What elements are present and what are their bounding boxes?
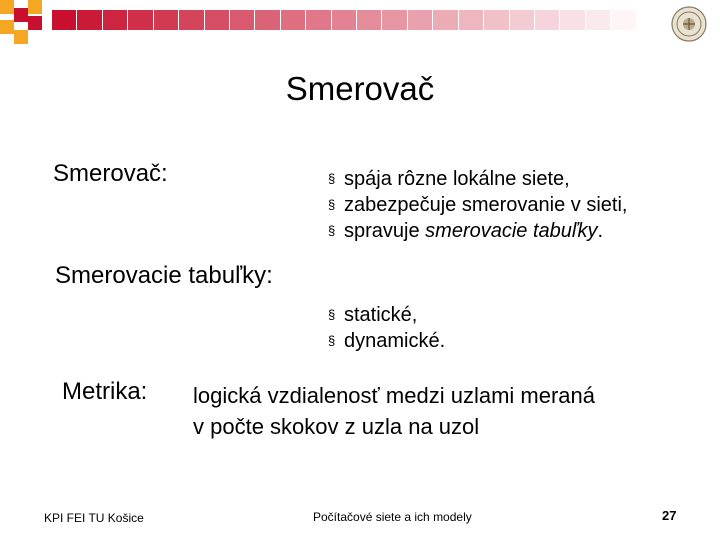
routing-tables-label: Smerovacie tabuľky: [55, 262, 273, 289]
header-bar-cell [154, 10, 179, 30]
university-seal-icon [671, 6, 707, 42]
header-bar-cell [433, 10, 458, 30]
list-item-text: dynamické. [344, 330, 446, 352]
decor-square [0, 20, 14, 34]
header-bar-cell [560, 10, 585, 30]
header-bar-cell [382, 10, 407, 30]
header-bar-cell [586, 10, 611, 30]
header-bar-cell [637, 10, 662, 30]
decor-square [28, 16, 42, 30]
list-item-text: statické, [344, 304, 418, 326]
decor-square [28, 0, 42, 14]
header-bar-cell [535, 10, 560, 30]
slide-title: Smerovač [285, 70, 435, 107]
list-item [328, 218, 627, 244]
metric-line: logická vzdialenosť medzi uzlami meraná [193, 383, 595, 408]
header-gradient-bar [52, 10, 662, 30]
router-bullet-list [328, 166, 627, 244]
list-item-text: zabezpečuje smerovanie v sieti, [344, 194, 628, 216]
list-item [328, 192, 627, 218]
metric-description [193, 380, 595, 442]
bullet-icon: § [328, 223, 336, 238]
list-item-emphasis: smerovacie tabuľky [425, 220, 598, 242]
list-item [328, 302, 445, 328]
bullet-icon: § [328, 171, 336, 186]
metric-line: v počte skokov z uzla na uzol [193, 414, 480, 439]
router-label: Smerovač: [53, 160, 168, 187]
header-bar-cell [52, 10, 77, 30]
header-bar-cell [128, 10, 153, 30]
decor-square [14, 8, 28, 22]
routing-tables-bullet-list [328, 302, 445, 354]
header-bar-cell [255, 10, 280, 30]
header-bar-cell [230, 10, 255, 30]
list-item-text: spája rôzne lokálne siete, [344, 168, 570, 190]
bullet-icon: § [328, 197, 336, 212]
header-bar-cell [510, 10, 535, 30]
header-bar-cell [332, 10, 357, 30]
header-bar-cell [611, 10, 636, 30]
page-number: 27 [662, 508, 677, 523]
header-bar-cell [459, 10, 484, 30]
header-bar-cell [205, 10, 230, 30]
list-item-suffix: . [597, 220, 604, 242]
decor-square [14, 30, 28, 44]
bullet-icon: § [328, 307, 336, 322]
header-bar-cell [77, 10, 102, 30]
header-bar-cell [408, 10, 433, 30]
list-item-text: spravuje [344, 220, 426, 242]
metric-label: Metrika: [62, 378, 148, 405]
list-item [328, 166, 627, 192]
header-bar-cell [306, 10, 331, 30]
header-bar-cell [484, 10, 509, 30]
footer-left-text: KPI FEI TU Košice [44, 511, 144, 525]
header-bar-cell [357, 10, 382, 30]
decor-square [0, 0, 14, 14]
list-item [328, 328, 445, 354]
header-bar-cell [179, 10, 204, 30]
bullet-icon: § [328, 333, 336, 348]
header-bar-cell [103, 10, 128, 30]
header-bar-cell [281, 10, 306, 30]
footer-center-text: Počítačové siete a ich modely [313, 510, 472, 524]
